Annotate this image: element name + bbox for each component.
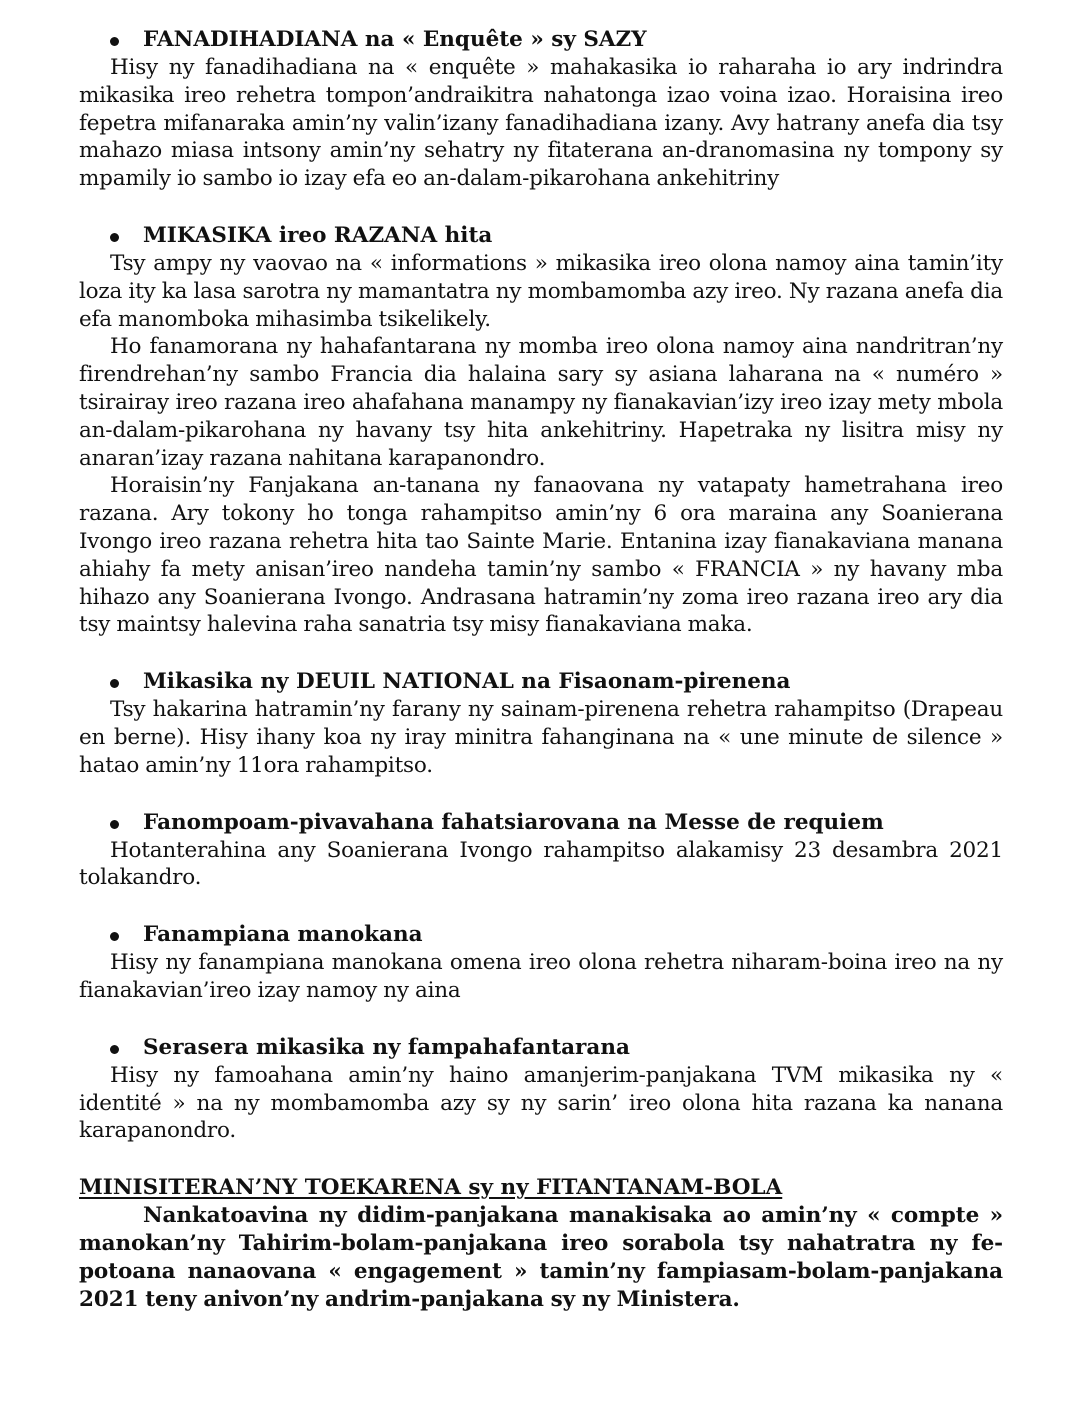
section-heading-text: Fanampiana manokana	[143, 922, 423, 948]
paragraph: Hisy ny fanampiana manokana omena ireo olona rehetra niharam-boina ireo na ny fianakavian’ireo izay namoy ny aina	[79, 950, 1003, 1003]
paragraph: Tsy hakarina hatramin’ny farany ny sainam-pirenena rehetra rahampitso (Drapeau en berne). Hisy ihany koa ny iray minitra fahanginana na « une minute de silence » hatao amin’ny 11ora rahampitso.	[79, 697, 1003, 778]
section-razana	[79, 222, 1003, 639]
section-deuil-national	[79, 668, 1003, 779]
section-heading	[79, 668, 1003, 696]
paragraph: Horaisin’ny Fanjakana an-tanana ny fanaovana ny vatapaty hametrahana ireo razana. Ary tokony ho tonga rahampitso amin’ny 6 ora maraina any Soanierana Ivongo ireo razana rehetra hita tao Sainte Marie. Entanina izay fianakaviana manana ahiahy fa mety anisan’ireo nandeha tamin’ny sambo « FRANCIA » ny havany mba hihazo any Soanierana Ivongo. Andrasana hatramin’ny zoma ireo razana ireo ary dia tsy maintsy halevina raha sanatria tsy misy fianakaviana maka.	[79, 473, 1003, 638]
bullet-icon	[110, 679, 119, 688]
section-enquete	[79, 26, 1003, 193]
bullet-icon	[110, 820, 119, 829]
section-heading-text: Serasera mikasika ny fampahafantarana	[143, 1034, 630, 1060]
ministry-section	[79, 1174, 1003, 1314]
bullet-icon	[110, 932, 119, 941]
section-heading	[79, 921, 1003, 949]
section-heading-text: Fanompoam-pivavahana fahatsiarovana na Messe de requiem	[143, 809, 884, 835]
ministry-body: Nankatoavina ny didim-panjakana manakisaka ao amin’ny « compte » manokan’ny Tahirim-bolam-panjakana ireo sorabola tsy nahatratra ny fe-potoana nanaovana « engagement » tamin’ny fampiasam-bolam-panjakana 2021 teny anivon’ny andrim-panjakana sy ny Ministera.	[79, 1203, 1003, 1313]
bullet-icon	[110, 233, 119, 242]
paragraph: Tsy ampy ny vaovao na « informations » mikasika ireo olona namoy aina tamin’ity loza ity ka lasa sarotra ny mamantatra ny mombamomba azy ireo. Ny razana anefa dia efa manomboka mihasimba tsikelikely.	[79, 250, 1003, 332]
paragraph: Hisy ny fanadihadiana na « enquête » mahakasika io raharaha io ary indrindra mikasika ireo rehetra tompon’andraikitra nahatonga izao voina izao. Horaisina ireo fepetra mifanaraka amin’ny valin’izany fanadihadiana izany. Avy hatrany anefa dia tsy mahazo miasa intsony amin’ny sehatry ny fitaterana an-dranomasina ny tompony sy mpamily io sambo io izay efa eo an-dalam-pikarohana ankehitriny	[79, 55, 1003, 192]
ministry-title: MINISITERAN’NY TOEKARENA sy ny FITANTANAM-BOLA	[79, 1175, 783, 1201]
section-heading-text: Mikasika ny DEUIL NATIONAL na Fisaonam-pirenena	[143, 669, 791, 695]
bullet-icon	[110, 1045, 119, 1054]
section-heading	[79, 222, 1003, 250]
document-page	[79, 26, 1003, 1314]
paragraph: Ho fanamorana ny hahafantarana ny momba ireo olona namoy aina nandritran’ny firendrehan’ny sambo Francia dia halaina sary sy asiana laharana na « numéro » tsirairay ireo razana ireo ahafahana manampy ny fianakavian’izy ireo izay mety mbola an-dalam-pikarohana ny havany tsy hita ankehitriny. Hapetraka ny lisitra misy ny anaran’izay razana nahitana karapanondro.	[79, 334, 1003, 471]
section-heading	[79, 26, 1003, 54]
bullet-icon	[110, 37, 119, 46]
paragraph: Hisy ny famoahana amin’ny haino amanjerim-panjakana TVM mikasika ny « identité » na ny mombamomba azy sy ny sarin’ ireo olona hita razana ka nanana karapanondro.	[79, 1062, 1003, 1144]
section-heading	[79, 1034, 1003, 1062]
section-heading-text: FANADIHADIANA na « Enquête » sy SAZY	[143, 27, 647, 52]
section-serasera	[79, 1034, 1003, 1145]
section-heading-text: MIKASIKA ireo RAZANA hita	[143, 222, 493, 248]
section-fanampiana	[79, 921, 1003, 1005]
paragraph: Hotanterahina any Soanierana Ivongo rahampitso alakamisy 23 desambra 2021 tolakandro.	[79, 837, 1003, 891]
section-messe	[79, 809, 1003, 893]
section-heading	[79, 809, 1003, 837]
